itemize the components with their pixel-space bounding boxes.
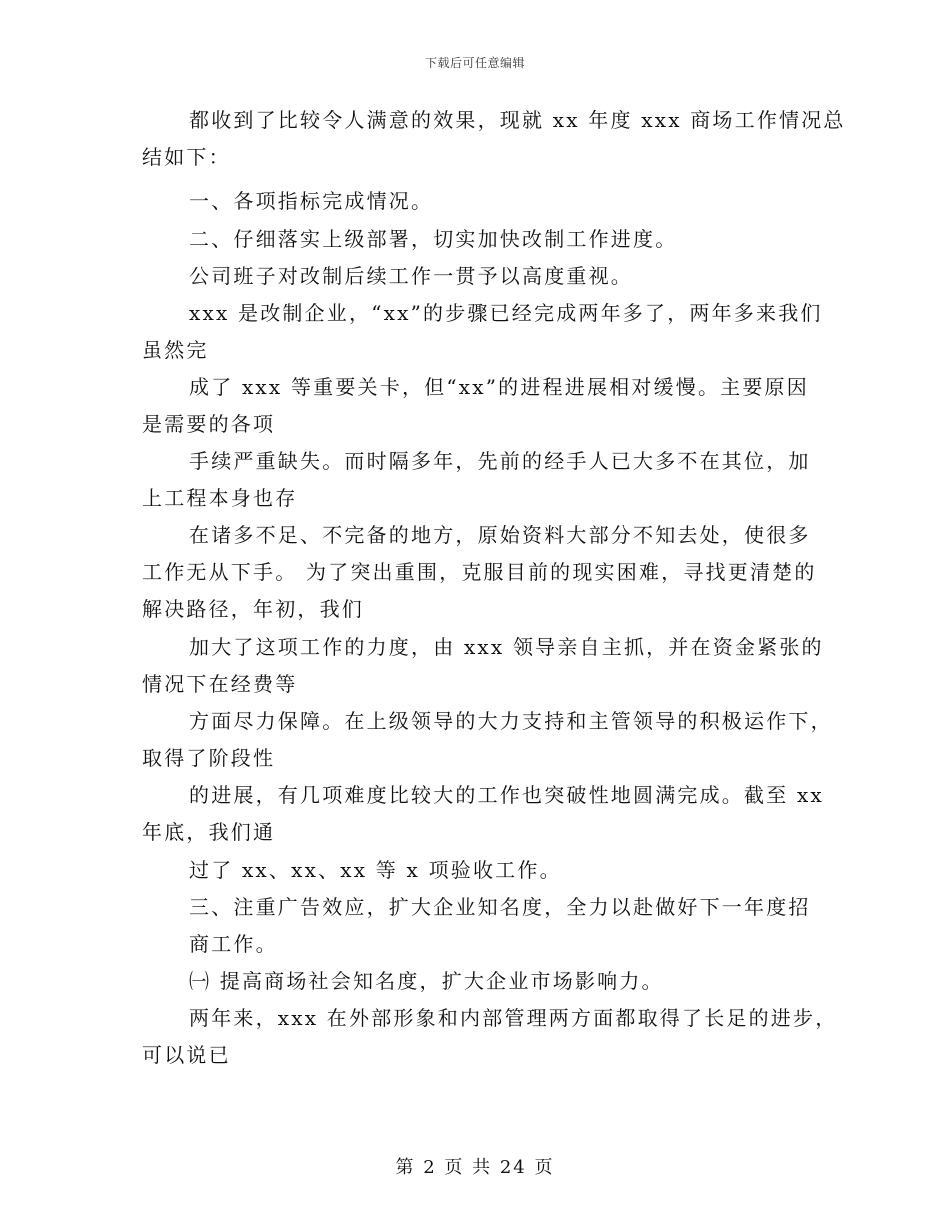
text-line: xxx 是改制企业，“xx”的步骤已经完成两年多了，两年多来我们 [189,301,823,325]
text-line: 公司班子对改制后续工作一贯予以高度重视。 [189,264,633,288]
text-line: 加大了这项工作的力度，由 xxx 领导亲自主抓，并在资金紧张的 [189,635,824,659]
text-line: 二、仔细落实上级部署，切实加快改制工作进度。 [189,227,678,251]
page-number: 第 2 页 共 24 页 [395,1157,555,1178]
text-line: 两年来，xxx 在外部形象和内部管理两方面都取得了长足的进步， [189,1006,838,1030]
text-line: 都收到了比较令人满意的效果，现就 xx 年度 xxx 商场工作情况总 [189,108,846,132]
text-line: 结如下： [142,145,231,169]
text-line: 过了 xx、xx、xx 等 x 项验收工作。 [189,858,562,882]
text-line: 的进展，有几项难度比较大的工作也突破性地圆满完成。截至 xx [189,783,824,807]
text-line: 是需要的各项 [142,412,276,436]
text-line: 可以说已 [142,1043,231,1067]
text-line: 一、各项指标完成情况。 [189,189,434,213]
text-line: ㈠ 提高商场社会知名度，扩大企业市场影响力。 [189,969,664,993]
text-line: 三、注重广告效应，扩大企业知名度，全力以赴做好下一年度招 [189,895,811,919]
text-line: 手续严重缺失。而时隔多年，先前的经手人已大多不在其位，加 [189,449,811,473]
text-line: 在诸多不足、不完备的地方，原始资料大部分不知去处，使很多 [189,523,811,547]
text-line: 方面尽力保障。在上级领导的大力支持和主管领导的积极运作下， [189,709,833,733]
text-line: 取得了阶段性 [142,746,276,770]
text-line: 年底，我们通 [142,820,276,844]
text-line: 成了 xxx 等重要关卡，但“xx”的进程进展相对缓慢。主要原因 [189,375,809,399]
text-line: 解决路径，年初，我们 [142,597,364,621]
text-line: 商工作。 [189,932,278,956]
text-line: 虽然完 [142,338,209,362]
text-line: 情况下在经费等 [142,672,298,696]
text-line: 工作无从下手。 为了突出重围，克服目前的现实困难，寻找更清楚的 [142,560,817,584]
text-line: 上工程本身也存 [142,486,298,510]
page-header: 下载后可任意编辑 [424,56,525,70]
